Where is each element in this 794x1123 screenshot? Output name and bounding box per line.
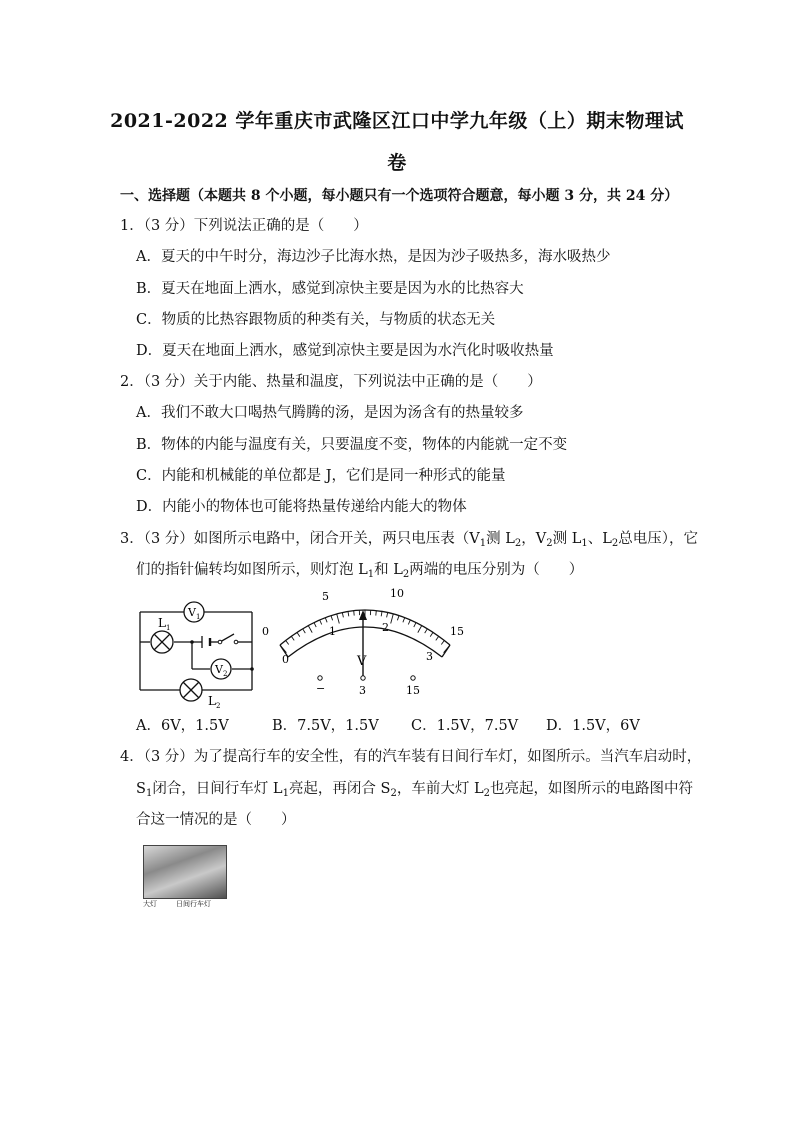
- sub-index: 1: [145, 788, 153, 799]
- dial-tick: [444, 645, 450, 653]
- dial-tick: [320, 620, 322, 625]
- dial-tick: [376, 611, 377, 616]
- dial-tick: [391, 614, 394, 624]
- circuit-diagram: [136, 596, 262, 714]
- q3-stem-line2: [136, 560, 583, 585]
- dial-tick: [291, 636, 294, 640]
- q4-text: S: [136, 781, 146, 797]
- dial-tick: [342, 613, 343, 618]
- sub-index: 1: [282, 788, 289, 799]
- sub-index: 2: [546, 538, 553, 549]
- photo-caption-left: 大灯: [143, 900, 157, 908]
- q3-stem-text: 和 L: [374, 562, 403, 578]
- q3-stem-text: 们的指针偏转均如图所示，则灯泡 L: [136, 562, 368, 578]
- q4-text: 闭合，日间行车灯 L: [152, 781, 283, 797]
- terminal-label: 15: [406, 684, 420, 697]
- outer-tick-label: 0: [262, 625, 269, 638]
- sub-index: 2: [514, 538, 522, 549]
- dial-tick: [297, 632, 300, 636]
- q3-stem-text: 总电压），它: [618, 531, 699, 547]
- q2-option-d: D．内能小的物体也可能将热量传递给内能大的物体: [136, 499, 467, 515]
- q3-option-b: B．7.5V，1.5V: [272, 718, 379, 734]
- v1-sub: 1: [196, 613, 201, 621]
- dial-tick: [280, 645, 286, 653]
- q3-stem-text: 3．（3 分）如图所示电路中，闭合开关，两只电压表（V: [120, 531, 480, 547]
- voltmeter-dial: [258, 585, 473, 700]
- q4-stem-line2: [136, 779, 693, 804]
- q1-stem: 1．（3 分）下列说法正确的是（ ）: [120, 218, 368, 234]
- l2-sub: 2: [216, 702, 221, 710]
- page-title-line2: 卷: [387, 152, 407, 174]
- sub-index: 2: [402, 569, 410, 580]
- sub-index: 2: [390, 788, 397, 799]
- q2-option-a: A．我们不敢大口喝热气腾腾的汤，是因为汤含有的热量较多: [136, 405, 524, 421]
- inner-tick-label: 2: [382, 621, 389, 634]
- q2-option-c: C．内能和机械能的单位都是 J，它们是同一种形式的能量: [136, 468, 506, 484]
- v2-sub: 2: [223, 670, 228, 678]
- q4-text: 也亮起，如图所示的电路图中符: [489, 781, 693, 797]
- q2-option-b: B．物体的内能与温度有关，只要温度不变，物体的内能就一定不变: [136, 437, 568, 453]
- meter-unit-label: V: [357, 654, 367, 669]
- q3-stem-text: 测 L: [552, 531, 582, 547]
- outer-tick-label: 5: [322, 590, 329, 603]
- dial-tick: [308, 626, 312, 633]
- q1-option-b: B．夏天在地面上洒水，感觉到凉快主要是因为水的比热容大: [136, 281, 524, 297]
- page-title-line1: 2021-2022 学年重庆市武隆区江口中学九年级（上）期末物理试: [110, 110, 684, 132]
- outer-tick-label: 10: [390, 587, 404, 600]
- dial-tick: [303, 629, 306, 633]
- dial-tick: [441, 641, 444, 645]
- q3-stem-line1: [120, 529, 698, 554]
- section-heading: 一、选择题（本题共 8 个小题，每小题只有一个选项符合题意，每小题 3 分，共 24 分）: [120, 188, 679, 204]
- sub-index: 2: [611, 538, 619, 549]
- sub-index: 1: [581, 538, 588, 549]
- dial-tick: [387, 613, 388, 618]
- dial-tick: [403, 618, 405, 623]
- dial-tick: [408, 620, 410, 625]
- l1-label: L: [158, 616, 166, 630]
- car-headlight-photo: [143, 845, 227, 899]
- dial-tick: [286, 641, 289, 645]
- sub-index: 1: [479, 538, 487, 549]
- dial-tick: [314, 623, 316, 628]
- dial-tick: [331, 616, 333, 621]
- q1-option-c: C．物质的比热容跟物质的种类有关，与物质的状态无关: [136, 312, 496, 328]
- q4-text: 亮起，再闭合 S: [288, 781, 391, 797]
- terminal-label: 3: [359, 684, 366, 697]
- q2-stem: 2．（3 分）关于内能、热量和温度，下列说法中正确的是（ ）: [120, 374, 542, 390]
- dial-tick: [414, 623, 416, 628]
- dial-tick: [348, 611, 349, 616]
- dial-tick: [430, 632, 433, 636]
- dial-tick: [354, 611, 355, 616]
- inner-tick-label: 1: [329, 625, 336, 638]
- q3-stem-text: 两端的电压分别为（ ）: [409, 562, 584, 578]
- outer-tick-label: 15: [450, 625, 464, 638]
- dial-tick: [436, 636, 439, 640]
- inner-tick-label: 3: [426, 650, 433, 663]
- terminal-label: −: [316, 682, 326, 695]
- dial-tick: [397, 616, 399, 621]
- q4-stem-line1: 4．（3 分）为了提高行车的安全性，有的汽车装有日间行车灯，如图所示。当汽车启动时，: [120, 749, 702, 765]
- photo-caption-right: 日间行车灯: [176, 900, 211, 908]
- q1-option-a: A．夏天的中午时分，海边沙子比海水热，是因为沙子吸热多，海水吸热少: [136, 249, 611, 265]
- q3-option-d: D．1.5V，6V: [546, 718, 640, 734]
- dial-tick: [325, 618, 327, 623]
- dial-tick: [425, 629, 428, 633]
- v1-label: V: [188, 606, 196, 619]
- q3-stem-text: ，V: [521, 531, 547, 547]
- inner-tick-label: 0: [282, 653, 289, 666]
- l2-label: L: [208, 694, 216, 708]
- v2-label: V: [215, 663, 223, 676]
- sub-index: 2: [483, 788, 490, 799]
- sub-index: 1: [367, 569, 375, 580]
- dial-tick: [337, 614, 340, 624]
- q3-stem-text: 测 L: [486, 531, 515, 547]
- q1-option-d: D．夏天在地面上洒水，感觉到凉快主要是因为水汽化时吸收热量: [136, 343, 554, 359]
- l1-sub: 1: [166, 624, 171, 632]
- dial-tick: [381, 611, 382, 616]
- q3-stem-text: 、L: [587, 531, 612, 547]
- q4-text: ，车前大灯 L: [396, 781, 484, 797]
- q3-option-a: A．6V，1.5V: [136, 718, 229, 734]
- dial-tick: [418, 626, 422, 633]
- q3-option-c: C．1.5V，7.5V: [411, 718, 519, 734]
- q4-stem-line3: 合这一情况的是（ ）: [136, 812, 296, 828]
